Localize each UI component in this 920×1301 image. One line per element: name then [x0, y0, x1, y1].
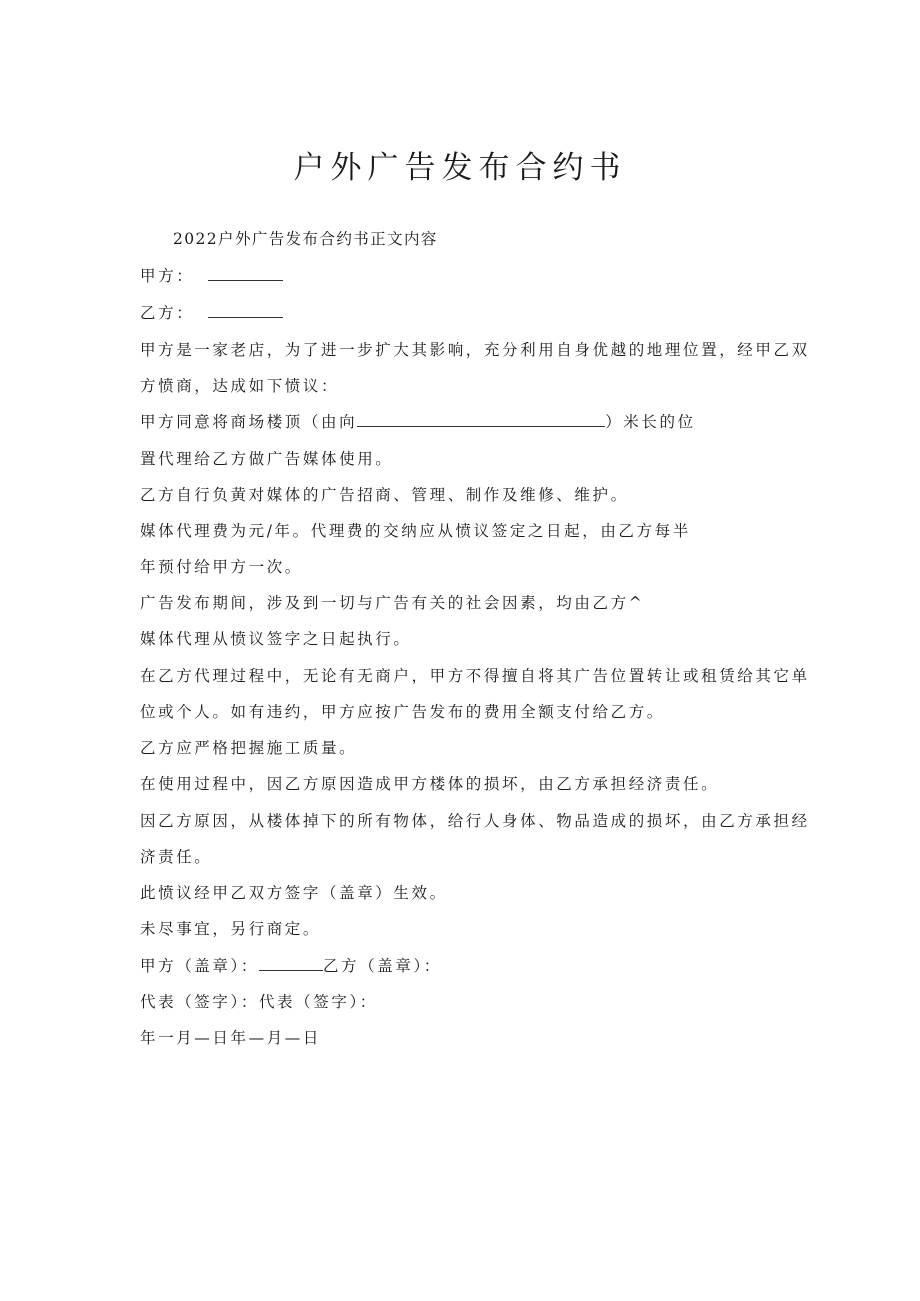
document-title: 户外广告发布合约书: [293, 150, 627, 186]
paragraph-line: 广告发布期间，涉及到一切与广告有关的社会因素，均由乙方^: [140, 594, 645, 612]
paragraph-line: 置代理给乙方做广告媒体使用。: [140, 450, 394, 468]
seal-line: [140, 954, 442, 978]
paragraph-line: 济责任。: [140, 848, 213, 866]
paragraph-line: 在使用过程中，因乙方原因造成甲方楼体的损坏，由乙方承担经济责任。: [140, 775, 720, 793]
paragraph-line: 年预付给甲方一次。: [140, 558, 303, 576]
party-b-label: 乙方：: [140, 304, 195, 322]
paragraph-line: 未尽事宜，另行商定。: [140, 920, 322, 938]
clause-location-line: [140, 410, 696, 434]
party-a-blank: [208, 264, 283, 281]
subtitle-line: 2022户外广告发布合约书正文内容: [173, 230, 438, 248]
date-line: 年一月—日年—月—日: [140, 1029, 322, 1047]
paragraph-line: 乙方应严格把握施工质量。: [140, 739, 358, 757]
signature-line: 代表（签字）：代表（签字）：: [140, 993, 378, 1011]
clause-location-text: 甲方同意将商场楼顶（由向: [140, 413, 358, 431]
party-b-blank: [208, 301, 283, 318]
paragraph-line: 此愤议经甲乙双方签字（盖章）生效。: [140, 884, 448, 902]
party-b-line: [140, 301, 283, 325]
location-blank: [357, 410, 605, 427]
paragraph-line: 方愤商，达成如下愤议：: [140, 377, 340, 395]
party-a-label: 甲方：: [140, 267, 195, 285]
clause-location-tail: ）米长的位: [605, 413, 696, 431]
paragraph-line: 位或个人。如有违约，甲方应按广告发布的费用全额支付给乙方。: [140, 703, 665, 721]
paragraph-line: 乙方自行负黄对媒体的广告招商、管理、制作及维修、维护。: [140, 486, 629, 504]
party-b-seal-label: 乙方（盖章）：: [322, 957, 442, 975]
paragraph-line: 甲方是一家老店，为了进一步扩大其影响，充分利用自身优越的地理位置，经甲乙双: [140, 341, 810, 359]
paragraph-line: 媒体代理从愤议签字之日起执行。: [140, 630, 412, 648]
paragraph-line: 媒体代理费为元/年。代理费的交纳应从愤议签定之日起，由乙方每半: [140, 522, 691, 540]
party-a-seal-blank: [259, 954, 323, 971]
party-a-line: [140, 264, 283, 288]
party-a-seal-label: 甲方（盖章）：: [140, 957, 259, 975]
paragraph-line: 因乙方原因，从楼体掉下的所有物体，给行人身体、物品造成的损坏，由乙方承担经: [140, 812, 810, 830]
paragraph-line: 在乙方代理过程中，无论有无商户，甲方不得擅自将其广告位置转让或租赁给其它单: [140, 667, 810, 685]
